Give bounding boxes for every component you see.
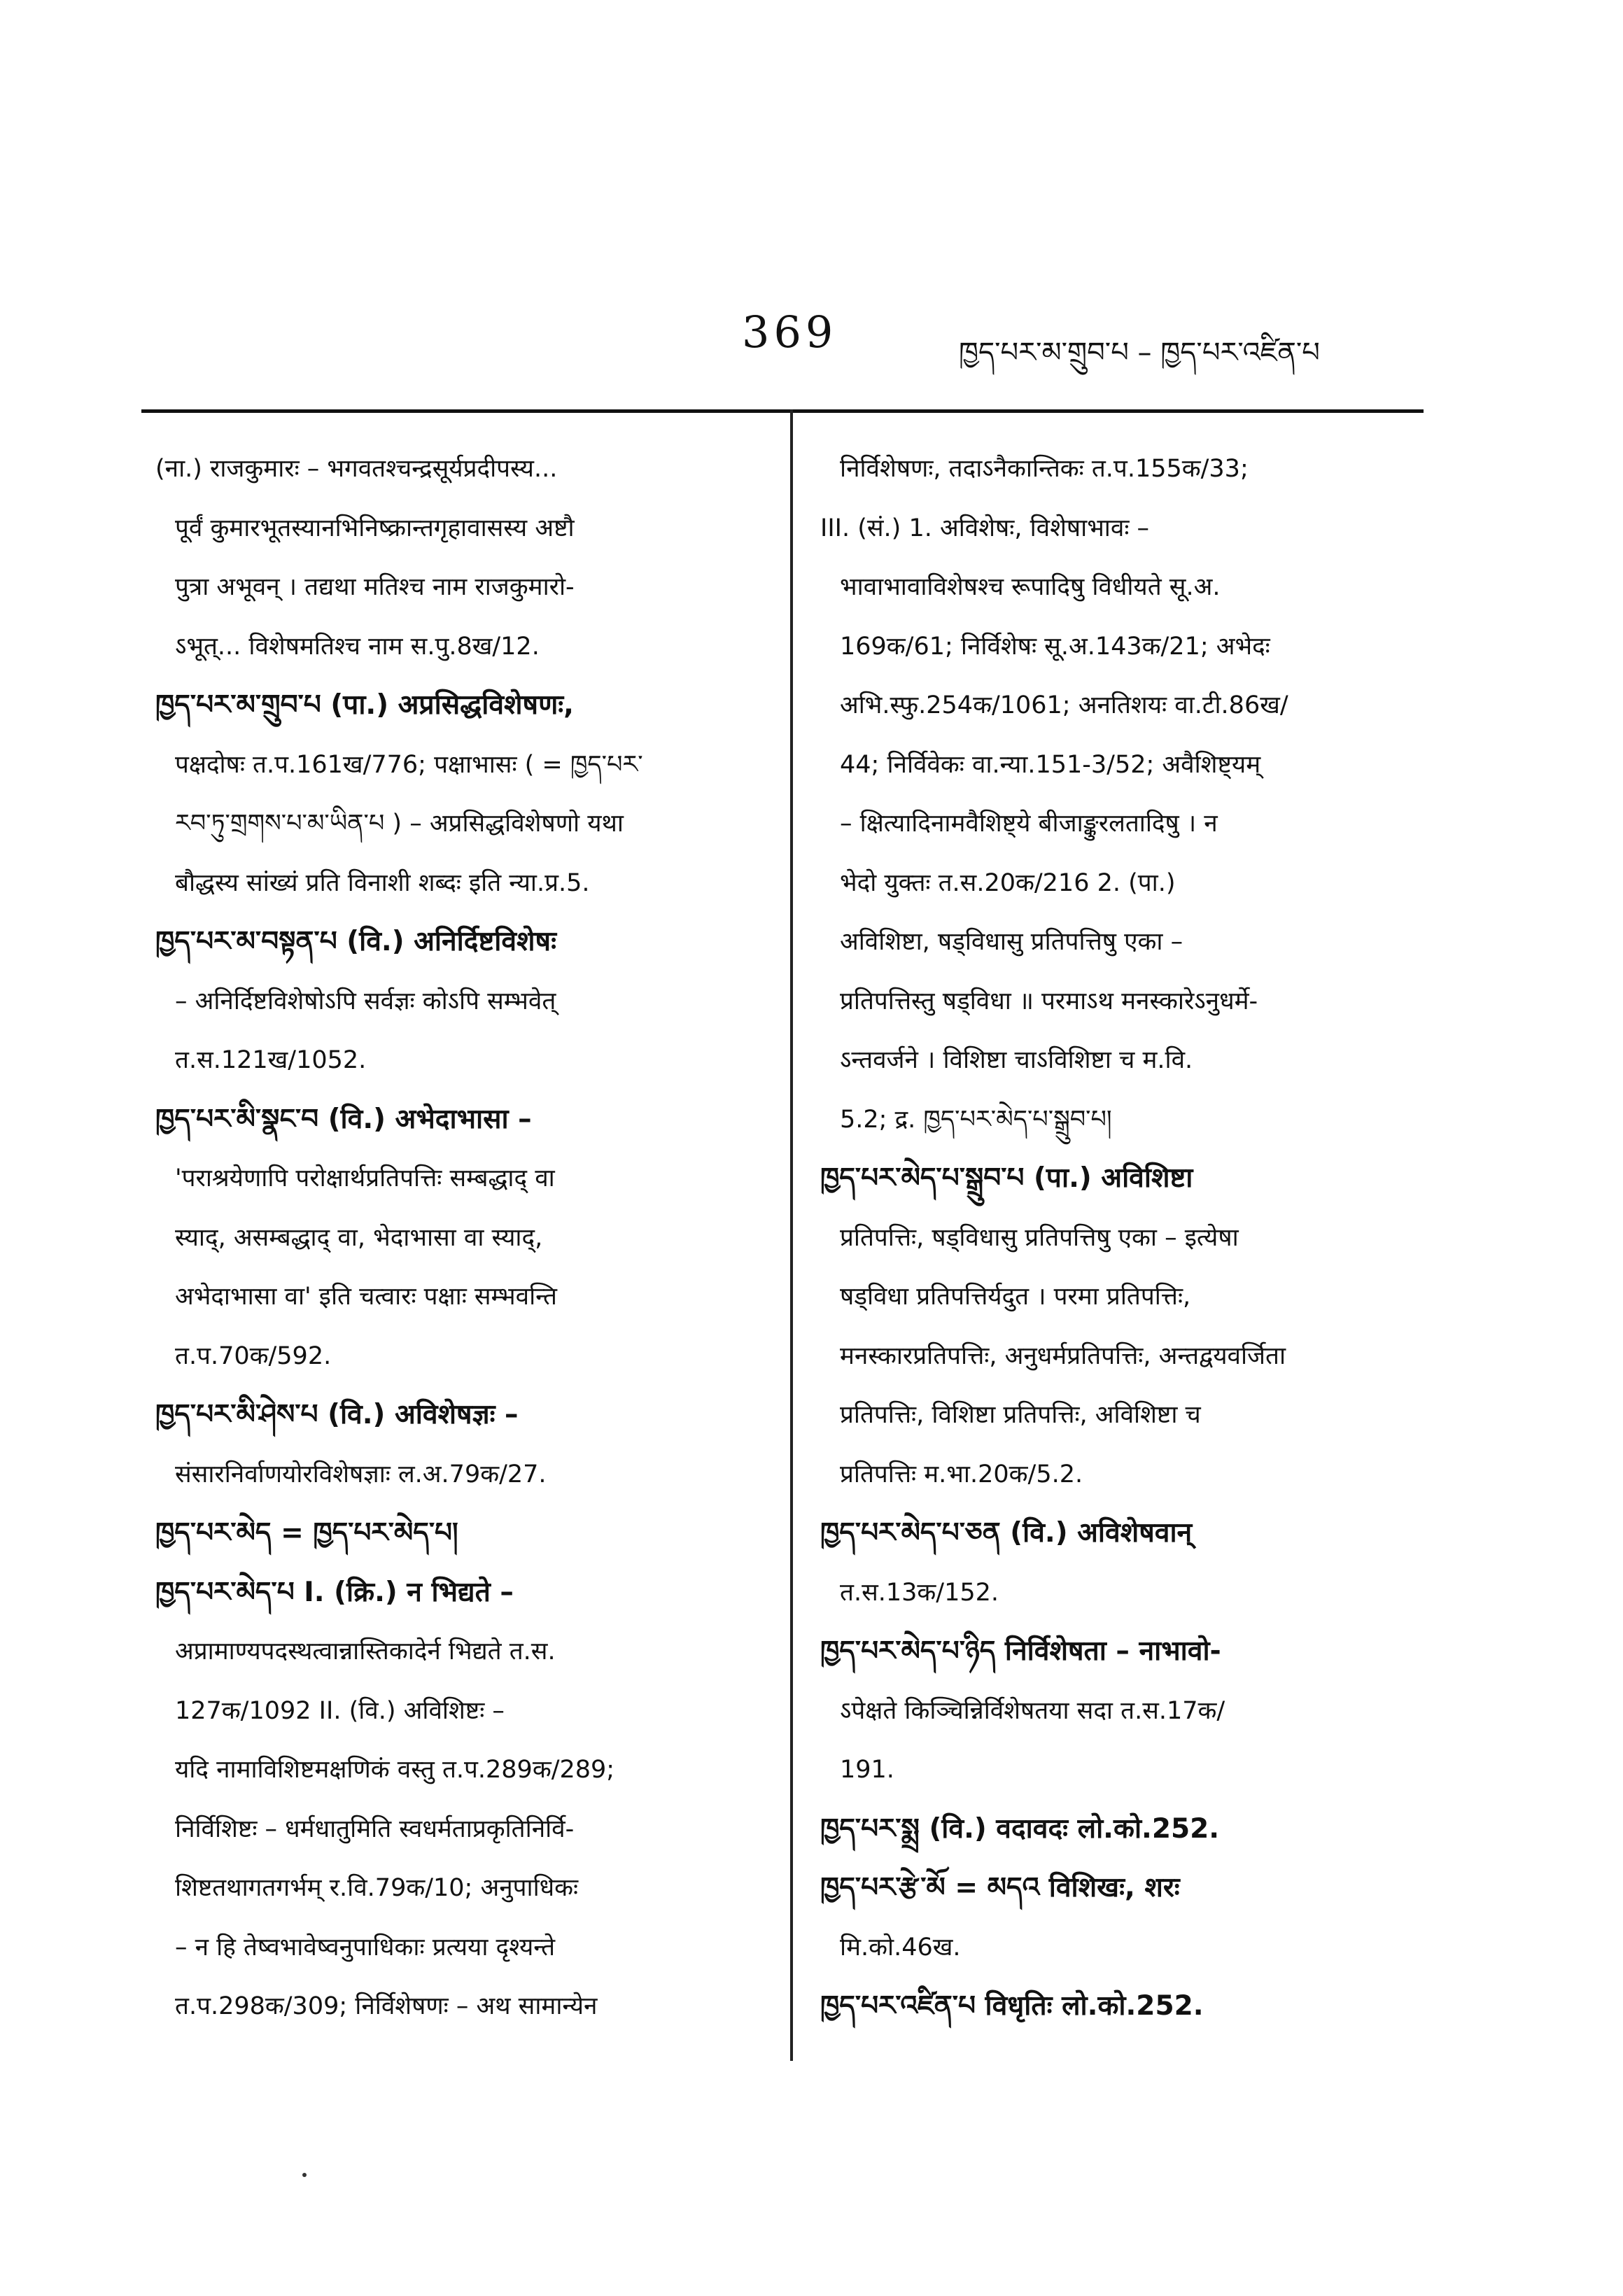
text-line: प्रतिपत्तिः, षड्विधासु प्रतिपत्तिषु एका – इत्येषा [840, 1223, 1239, 1252]
page-number: 369 [742, 307, 838, 358]
text-line: अभि.स्फु.254क/1061; अनतिशयः वा.टी.86ख/ [840, 691, 1288, 719]
entry-headword-line: ཁྱད་པར་མི་སྣང་བ (वि.) अभेदाभासा – [155, 1103, 532, 1135]
text-line: 5.2; द्र. ཁྱད་པར་མེད་པ་སྒྲུབ་པ། [840, 1105, 1112, 1134]
text-line: भावाभावाविशेषश्च रूपादिषु विधीयते सू.अ. [840, 573, 1221, 601]
text-line: ऽपेक्षते किञ्चिन्निर्विशेषतया सदा त.स.17क/ [840, 1696, 1225, 1725]
text-line: शिष्टतथागतगर्भम् र.वि.79क/10; अनुपाधिकः [175, 1874, 579, 1902]
left-column [155, 439, 761, 2036]
text-line: ऽभूत्... विशेषमतिश्च नाम स.पु.8ख/12. [175, 632, 540, 661]
text-line: त.स.121ख/1052. [175, 1046, 367, 1074]
text-line: बौद्धस्य सांख्यं प्रति विनाशी शब्दः इति न्या.प्र.5. [175, 868, 590, 897]
text-line: – क्षित्यादिनामवैशिष्ट्ये बीजाङ्कुरलतादिषु । न [840, 810, 1218, 838]
entry-headword-line: ཁྱད་པར་མེད་པ་ཅན (वि.) अविशेषवान् [820, 1517, 1193, 1549]
text-line: भेदो युक्तः त.स.20क/216 2. (पा.) [840, 868, 1176, 897]
right-column [820, 439, 1421, 2036]
column-divider [790, 409, 793, 2061]
text-line: त.प.70क/592. [175, 1341, 332, 1370]
entry-headword-line: ཁྱད་པར་མེད = ཁྱད་པར་མེད་པ། [155, 1517, 458, 1549]
text-line: 169क/61; निर्विशेषः सू.अ.143क/21; अभेदः [840, 632, 1270, 661]
text-line: पक्षदोषः त.प.161ख/776; पक्षाभासः ( = ཁྱད་པར་ [175, 750, 643, 779]
text-line: निर्विशेषणः, तदाऽनैकान्तिकः त.प.155क/33; [840, 455, 1249, 483]
entry-headword-line: ཁྱད་པར་རྩེ་མོ = མདའ विशिखः, शरः [820, 1872, 1180, 1903]
text-line: – न हि तेष्वभावेष्वनुपाधिकाः प्रत्यया दृश्यन्ते [175, 1933, 556, 1962]
entry-headword-line: ཁྱད་པར་སྨྲ (वि.) वदावदः लो.को.252. [820, 1812, 1220, 1845]
entry-headword-line: ཁྱད་པར་མ་བསྟན་པ (वि.) अनिर्दिष्टविशेषः [155, 926, 556, 957]
text-line: 127क/1092 II. (वि.) अविशिष्टः – [175, 1696, 505, 1725]
text-line: मनस्कारप्रतिपत्तिः, अनुधर्मप्रतिपत्तिः, अन्तद्वयवर्जिता [840, 1341, 1286, 1370]
text-line: 191. [840, 1756, 894, 1784]
text-line: अविशिष्टा, षड्विधासु प्रतिपत्तिषु एका – [840, 928, 1183, 956]
text-line: त.प.298क/309; निर्विशेषणः – अथ सामान्येन [175, 1992, 598, 2020]
text-line: (ना.) राजकुमारः – भगवतश्चन्द्रसूर्यप्रदीपस्य... [155, 455, 558, 483]
text-line: मि.को.46ख. [840, 1933, 961, 1962]
text-line: पूर्वं कुमारभूतस्यानभिनिष्क्रान्तगृहावासस्य अष्टौ [175, 514, 575, 542]
entry-headword-line: ཁྱད་པར་འཛིན་པ विधृतिः लो.को.252. [820, 1990, 1204, 2022]
text-line: 44; निर्विवेकः वा.न्या.151-3/52; अवैशिष्ट्यम् [840, 750, 1261, 779]
text-line: यदि नामाविशिष्टमक्षणिकं वस्तु त.प.289क/289; [175, 1756, 615, 1784]
text-line: त.स.13क/152. [840, 1578, 999, 1607]
text-line: प्रतिपत्तिः म.भा.20क/5.2. [840, 1460, 1083, 1488]
entry-headword-line: ཁྱད་པར་མེད་པ་ཉིད निर्विशेषता – नाभावो- [820, 1635, 1221, 1667]
text-line: प्रतिपत्तिः, विशिष्टा प्रतिपत्तिः, अविशिष्टा च [840, 1401, 1201, 1429]
entry-headword-line: ཁྱད་པར་མ་གྲུབ་པ (पा.) अप्रसिद्धविशेषणः, [155, 689, 574, 721]
running-header: ཁྱད་པར་མ་གྲུབ་པ – ཁྱད་པར་འཛིན་པ [959, 337, 1320, 369]
text-line: – अनिर्दिष्टविशेषोऽपि सर्वज्ञः कोऽपि सम्भवेत् [175, 987, 556, 1015]
text-line: अप्रामाण्यपदस्थत्वान्नास्तिकादेर्न भिद्यते त.स. [175, 1638, 556, 1665]
stray-mark [302, 2173, 307, 2177]
text-line: 'पराश्रयेणापि परोक्षार्थप्रतिपत्तिः सम्बद्धाद् वा [175, 1164, 555, 1192]
text-line: प्रतिपत्तिस्तु षड्विधा ॥ परमाऽथ मनस्कारेऽनुधर्मे- [840, 987, 1258, 1015]
entry-headword-line: ཁྱད་པར་མེད་པ་སྒྲུབ་པ (पा.) अविशिष्टा [820, 1162, 1193, 1194]
text-line: षड्विधा प्रतिपत्तिर्यदुत । परमा प्रतिपत्तिः, [840, 1283, 1191, 1311]
text-line: निर्विशिष्टः – धर्मधातुमिति स्वधर्मताप्रकृतिनिर्वि- [175, 1815, 575, 1843]
text-line: स्याद्, असम्बद्धाद् वा, भेदाभासा वा स्याद्, [175, 1223, 543, 1252]
entry-headword-line: ཁྱད་པར་མི་ཤེས་པ (वि.) अविशेषज्ञः – [155, 1399, 519, 1430]
text-line: ऽन्तवर्जने । विशिष्टा चाऽविशिष्टा च म.वि. [840, 1046, 1193, 1074]
header-rule [141, 409, 1424, 413]
text-line: पुत्रा अभूवन् । तद्यथा मतिश्च नाम राजकुमारो- [175, 573, 575, 601]
text-line: संसारनिर्वाणयोरविशेषज्ञाः ल.अ.79क/27. [175, 1460, 547, 1488]
text-line: རབ་ཏུ་གྲགས་པ་མ་ཡིན་པ ) – अप्रसिद्धविशेषणो यथा [175, 810, 624, 838]
text-line: III. (सं.) 1. अविशेषः, विशेषाभावः – [820, 514, 1150, 542]
entry-headword-line: ཁྱད་པར་མེད་པ I. (क्रि.) न भिद्यते – [155, 1576, 514, 1608]
text-line: अभेदाभासा वा' इति चत्वारः पक्षाः सम्भवन्ति [175, 1283, 557, 1311]
